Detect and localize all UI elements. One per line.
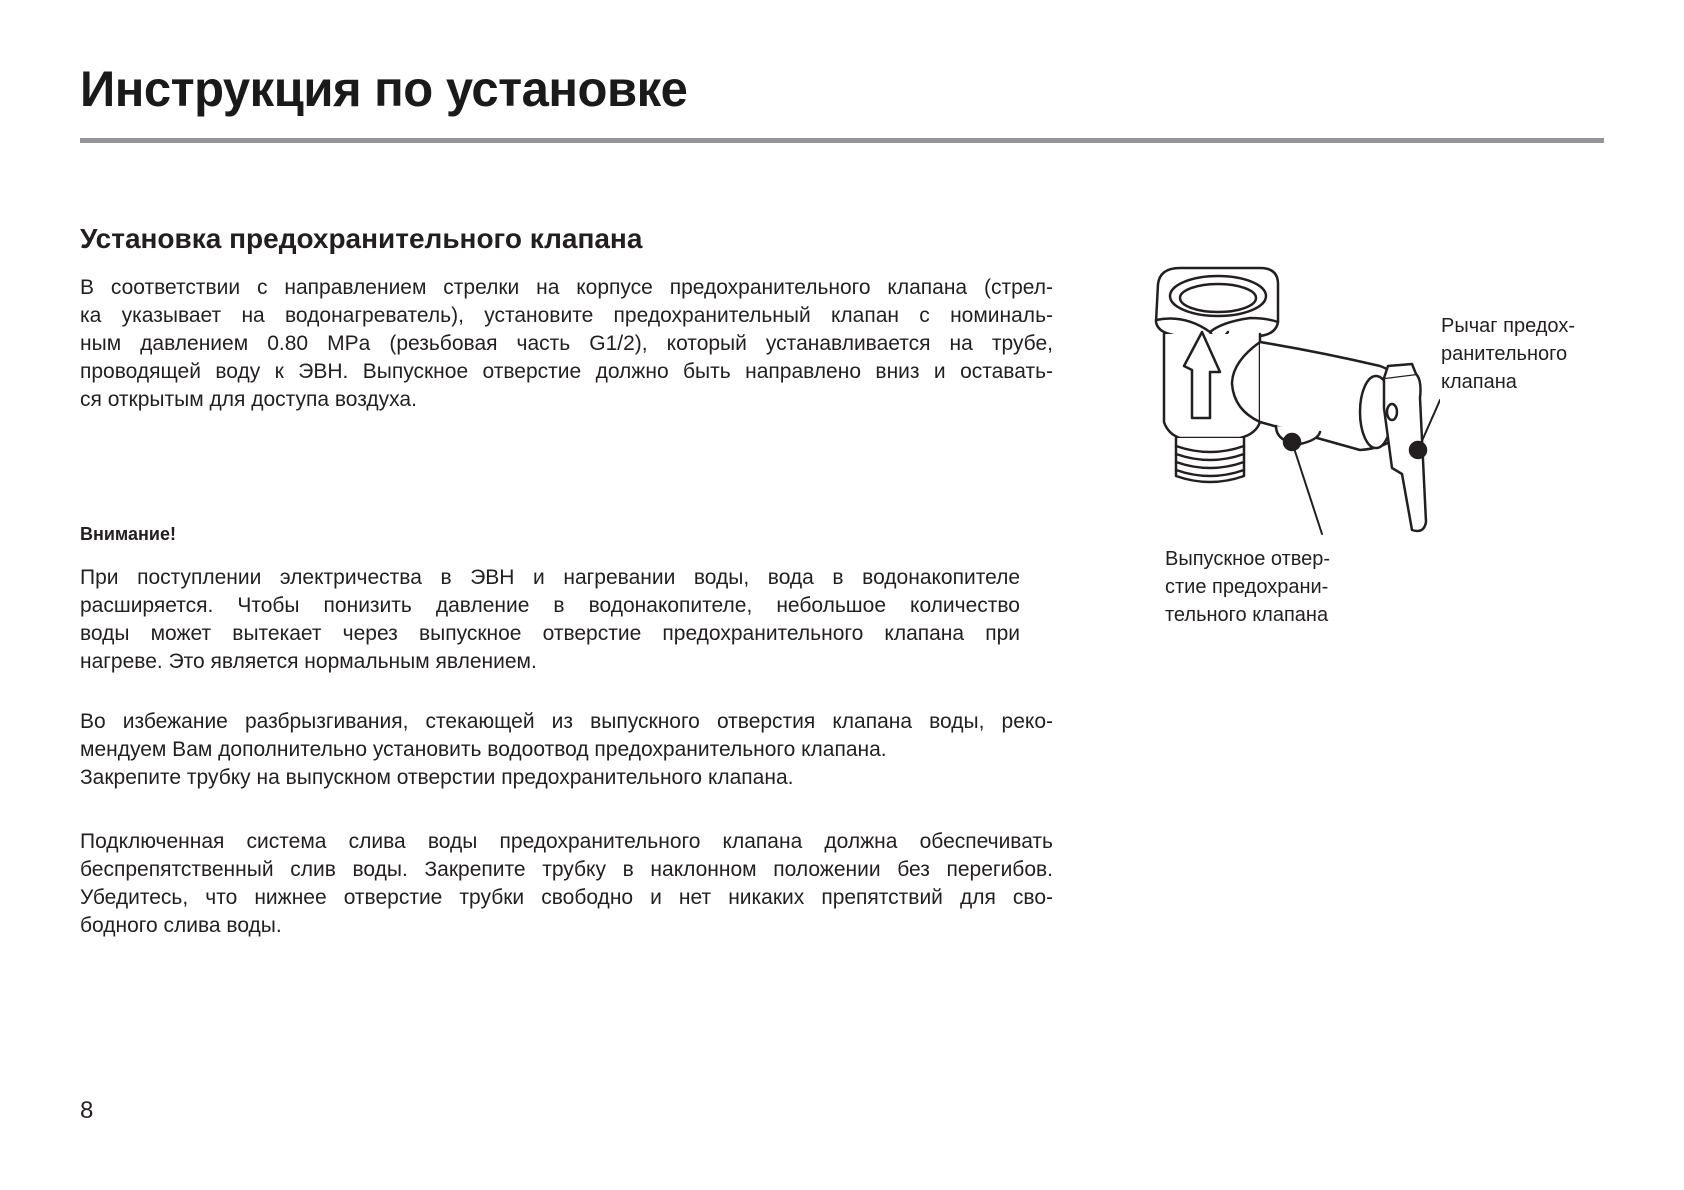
text-line: Закрепите трубку на выпускном отверстии предохранительного клапана.	[80, 766, 794, 789]
lever-callout-label	[1441, 312, 1575, 396]
text-line: ным давлением 0.80 MPa (резьбовая часть G1/2), который устанавливается на трубе,	[80, 332, 1053, 355]
callout-line: тельного клапана	[1165, 604, 1329, 626]
callout-line: Рычаг предох-	[1441, 315, 1575, 337]
text-line: нагреве. Это является нормальным явлением.	[80, 650, 537, 673]
text-line: ся открытым для доступа воздуха.	[80, 388, 417, 411]
text-line: В соответствии с направлением стрелки на корпусе предохранительного клапана (стрел-	[80, 276, 1053, 299]
text-line: Подключенная система слива воды предохранительного клапана должна обеспечивать	[80, 830, 1053, 853]
callout-line: ранительного	[1441, 343, 1568, 365]
attention-heading: Внимание!	[80, 524, 176, 544]
text-line: Во избежание разбрызгивания, стекающей из выпускного отверстия клапана воды, реко-	[80, 710, 1053, 733]
safety-valve-illustration-icon	[1140, 262, 1440, 542]
title-divider	[80, 138, 1604, 143]
drain-recommendation-paragraph	[80, 708, 1053, 792]
callout-line: клапана	[1441, 371, 1517, 393]
text-line: мендуем Вам дополнительно установить водоотвод предохранительного клапана.	[80, 738, 887, 761]
page-title: Инструкция по установке	[80, 61, 688, 117]
text-line: бодного слива воды.	[80, 914, 282, 937]
page-number: 8	[80, 1097, 94, 1124]
text-line: воды может вытекает через выпускное отверстие предохранительного клапана при	[80, 622, 1020, 645]
text-line: ка указывает на водонагреватель), установите предохранительный клапан с номиналь-	[80, 304, 1053, 327]
text-line: При поступлении электричества в ЭВН и нагревании воды, вода в водонакопителе	[80, 566, 1020, 589]
outlet-callout-label	[1165, 545, 1330, 629]
attention-paragraph	[80, 564, 1020, 676]
text-line: проводящей воду к ЭВН. Выпускное отверстие должно быть направлено вниз и оставать-	[80, 360, 1053, 383]
drain-system-paragraph	[80, 828, 1053, 940]
intro-paragraph	[80, 274, 1053, 414]
text-line: расширяется. Чтобы понизить давление в водонакопителе, небольшое количество	[80, 594, 1020, 617]
text-line: Убедитесь, что нижнее отверстие трубки свободно и нет никаких препятствий для сво-	[80, 886, 1053, 909]
callout-line: Выпускное отвер-	[1165, 548, 1331, 570]
section-title: Установка предохранительного клапана	[80, 223, 643, 254]
callout-line: стие предохрани-	[1165, 576, 1329, 598]
text-line: беспрепятственный слив воды. Закрепите трубку в наклонном положении без перегибов.	[80, 858, 1053, 881]
